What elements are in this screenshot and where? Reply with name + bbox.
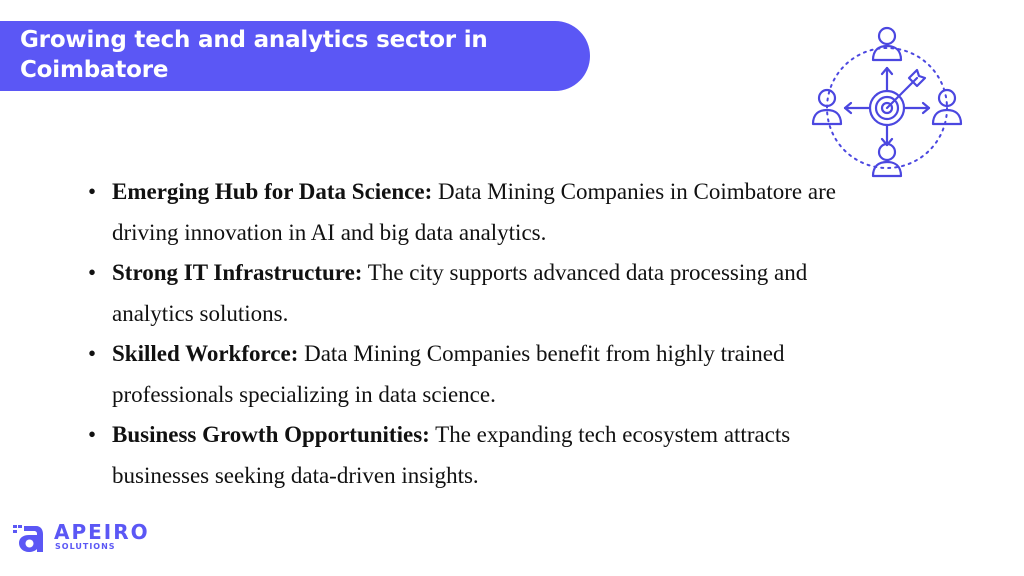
bullet-heading: Strong IT Infrastructure: xyxy=(112,260,363,285)
bullet-text: The city supports advanced data processing and analytics solutions. xyxy=(112,260,808,326)
list-item xyxy=(88,253,848,334)
bullet-text: Data Mining Companies benefit from highly trained professionals specializing in data science. xyxy=(112,341,785,407)
bullet-heading: Business Growth Opportunities: xyxy=(112,422,430,447)
bullet-list xyxy=(88,172,848,496)
bullet-icon: • xyxy=(88,422,97,447)
title-banner xyxy=(0,21,590,91)
apeiro-logo xyxy=(12,520,172,556)
bullet-text: Data Mining Companies in Coimbatore are driving innovation in AI and big data analytics. xyxy=(112,179,836,245)
bullet-heading: Emerging Hub for Data Science: xyxy=(112,179,433,204)
list-item xyxy=(88,172,848,253)
bullet-icon: • xyxy=(88,179,97,204)
bullet-icon: • xyxy=(88,341,97,366)
logo-subtitle: SOLUTIONS xyxy=(55,542,116,551)
bullet-heading: Skilled Workforce: xyxy=(112,341,299,366)
logo-name: APEIRO xyxy=(54,520,150,544)
target-audience-icon xyxy=(805,20,970,185)
list-item xyxy=(88,334,848,415)
bullet-text: The expanding tech ecosystem attracts businesses seeking data-driven insights. xyxy=(112,422,791,488)
bullet-icon: • xyxy=(88,260,97,285)
apeiro-logo-mark xyxy=(12,522,46,554)
list-item xyxy=(88,415,848,496)
slide-title: Growing tech and analytics sector in Coimbatore xyxy=(20,27,488,83)
